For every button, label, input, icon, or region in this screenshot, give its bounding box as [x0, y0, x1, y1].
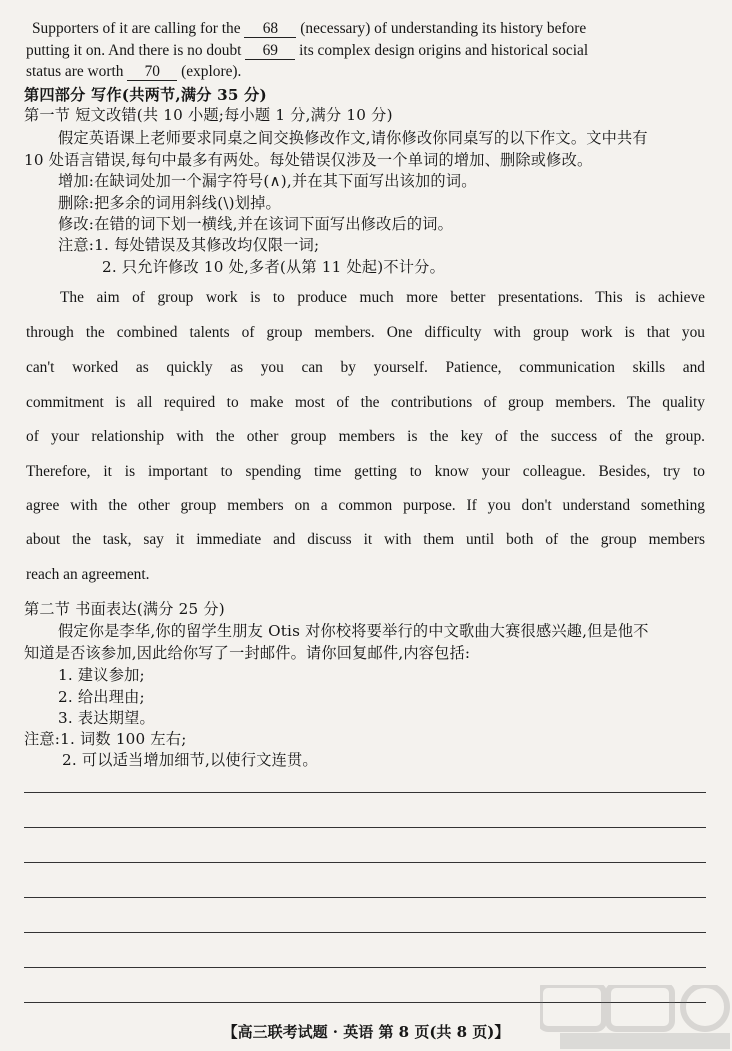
answer-line: [24, 827, 706, 828]
blank-70: 70: [127, 64, 177, 81]
answer-line: [24, 792, 706, 793]
writing-prompt: 假定你是李华,你的留学生朋友 Otis 对你校将要举行的中文歌曲大赛很感兴趣,但是他不: [58, 622, 649, 640]
essay-line: The aim of group work is to produce much more better presentations. This is achieve: [60, 289, 705, 306]
cloze-text: its complex design origins and historical social: [295, 42, 589, 59]
cloze-line-3: [26, 63, 241, 81]
cloze-text: (explore).: [177, 63, 242, 80]
cloze-line-1: [32, 20, 586, 38]
instruction-modify: 修改:在错的词下划一横线,并在该词下面写出修改后的词。: [58, 215, 454, 233]
page-footer: 【高三联考试题 · 英语 第 8 页(共 8 页)】: [222, 1023, 510, 1041]
blank-69: 69: [245, 43, 295, 60]
answer-line: [24, 862, 706, 863]
instruction-add: 增加:在缺词处加一个漏字符号(∧),并在其下面写出该加的词。: [58, 172, 477, 190]
cloze-text: putting it on. And there is no doubt: [26, 42, 246, 59]
answer-line: [24, 932, 706, 933]
instruction-line: 10 处语言错误,每句中最多有两处。每处错误仅涉及一个单词的增加、删除或修改。: [24, 151, 593, 169]
part4-title: 第四部分 写作(共两节,满分 35 分): [24, 86, 267, 104]
writing-prompt: 知道是否该参加,因此给你写了一封邮件。请你回复邮件,内容包括:: [24, 644, 471, 662]
essay-line: can't worked as quickly as you can by yourself. Patience, communication skills and: [26, 359, 705, 376]
writing-note-2: 2. 可以适当增加细节,以使行文连贯。: [62, 751, 318, 769]
cloze-line-2: [26, 42, 588, 60]
essay-line: about the task, say it immediate and discuss it with them until both of the group members: [26, 531, 705, 548]
answer-line: [24, 967, 706, 968]
note-1: 注意:1. 每处错误及其修改均仅限一词;: [58, 236, 320, 254]
cloze-text: status are worth: [26, 63, 128, 80]
requirement-item: 3. 表达期望。: [58, 709, 155, 727]
essay-line: commitment is all required to make most of the contributions of group members. The quality: [26, 394, 705, 411]
essay-line: reach an agreement.: [26, 566, 150, 583]
requirement-item: 2. 给出理由;: [58, 688, 145, 706]
cloze-text: (necessary) of understanding its history before: [296, 20, 587, 37]
answer-line: [24, 897, 706, 898]
cloze-text: Supporters of it are calling for the: [32, 20, 245, 37]
requirement-item: 1. 建议参加;: [58, 666, 145, 684]
instruction-line: 假定英语课上老师要求同桌之间交换修改作文,请你修改你同桌写的以下作文。文中共有: [58, 129, 648, 147]
essay-line: through the combined talents of group members. One difficulty with group work is that you: [26, 324, 705, 341]
blank-68: 68: [244, 21, 296, 38]
section1-title: 第一节 短文改错(共 10 小题;每小题 1 分,满分 10 分): [24, 106, 393, 124]
section2-title: 第二节 书面表达(满分 25 分): [24, 600, 225, 618]
essay-line: agree with the other group members on a common purpose. If you don't understand something: [26, 497, 705, 514]
note-2: 2. 只允许修改 10 处,多者(从第 11 处起)不计分。: [102, 258, 445, 276]
writing-note-1: 注意:1. 词数 100 左右;: [24, 730, 187, 748]
instruction-delete: 删除:把多余的词用斜线(\)划掉。: [58, 194, 281, 212]
essay-line: Therefore, it is important to spending time getting to know your colleague. Besides, try to: [26, 463, 705, 480]
essay-line: of your relationship with the other group members is the key of the success of the group.: [26, 428, 705, 445]
